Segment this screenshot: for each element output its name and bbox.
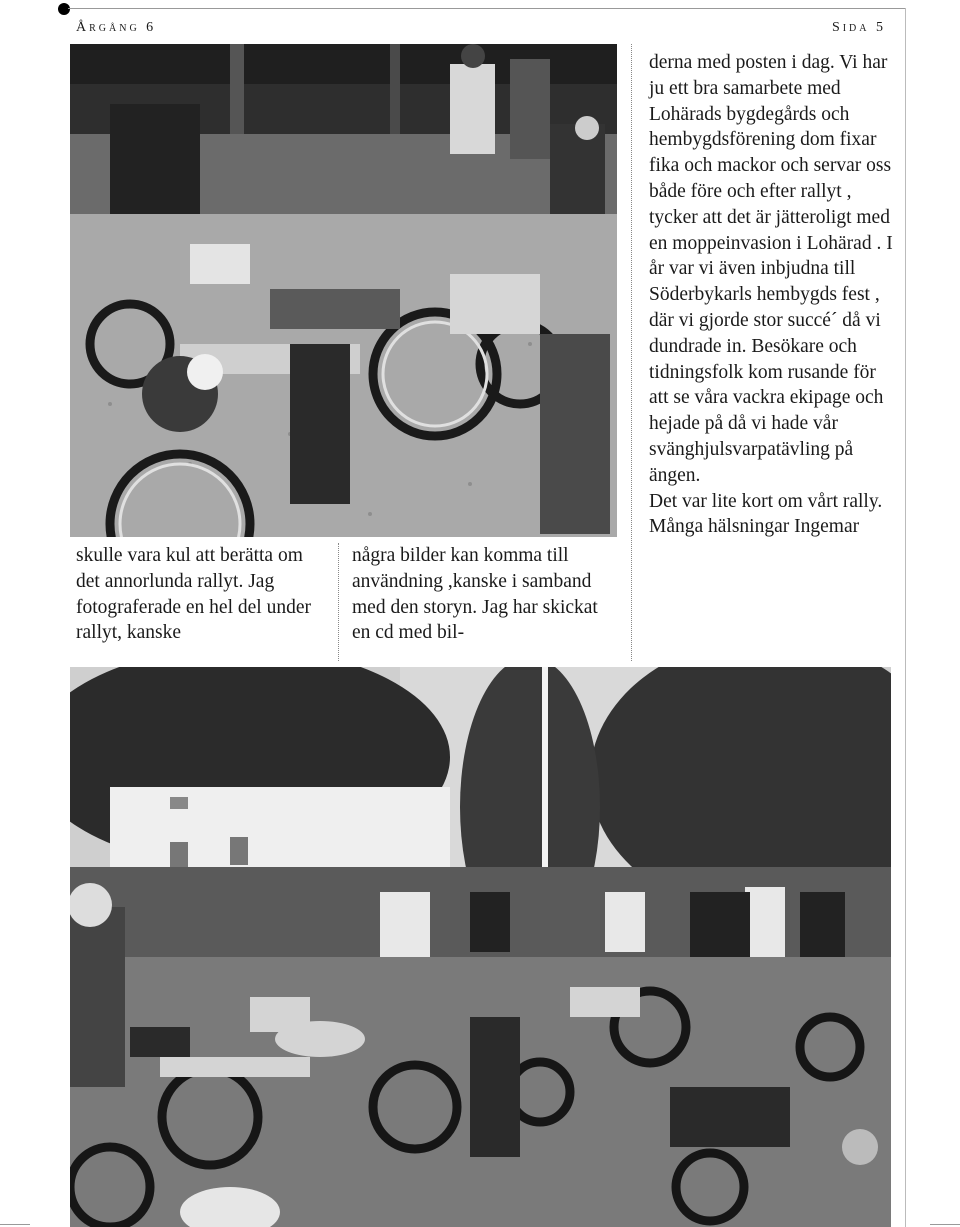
photo-mopeds-parked-on-gravel-icon (70, 44, 617, 537)
text-column-2 (352, 543, 617, 646)
text-column-3 (649, 50, 899, 540)
bottom-right-mark (930, 1224, 960, 1225)
column-divider-2 (631, 44, 632, 661)
volume-label: Årgång 6 (76, 20, 157, 35)
column-2-text: några bilder kan komma till användning ,kanske i samband med den storyn. Jag har skickat en cd med bil- (352, 545, 598, 644)
column-3-paragraph-2: Det var lite kort om vårt rally. Många hälsningar Ingemar (649, 490, 883, 538)
bottom-left-mark (0, 1224, 30, 1225)
header-rule (68, 8, 906, 9)
column-3-paragraph-1: derna med posten i dag. Vi har ju ett bra samarbete med Lohärads bygdegårds och hembygdsförening dom fixar fika och mackor och servar oss både före och efter rallyt , tycker att det är jätteroligt med en moppeinvasion i Lohärad . I år var vi även inbjudna till Söderbykarls hembygds fest , där vi gjorde stor succé´ då vi dundrade in. Besökare och tidningsfolk kom rusande för att se våra vackra ekipage och hejade på då vi hade vår svänghjulsvarpatävling på ängen. (649, 52, 893, 486)
bottom-photo (70, 667, 891, 1227)
column-divider-1 (338, 543, 339, 661)
text-column-1 (76, 543, 331, 646)
top-photo (70, 44, 617, 537)
right-margin-rule (905, 8, 906, 1227)
column-1-text: skulle vara kul att berätta om det annorlunda rallyt. Jag fotograferade en hel del under rallyt, kanske (76, 545, 311, 644)
photo-moped-rally-crowd-on-lawn-icon (70, 667, 891, 1227)
page-number: Sida 5 (831, 20, 886, 35)
page-bullet (58, 3, 70, 15)
